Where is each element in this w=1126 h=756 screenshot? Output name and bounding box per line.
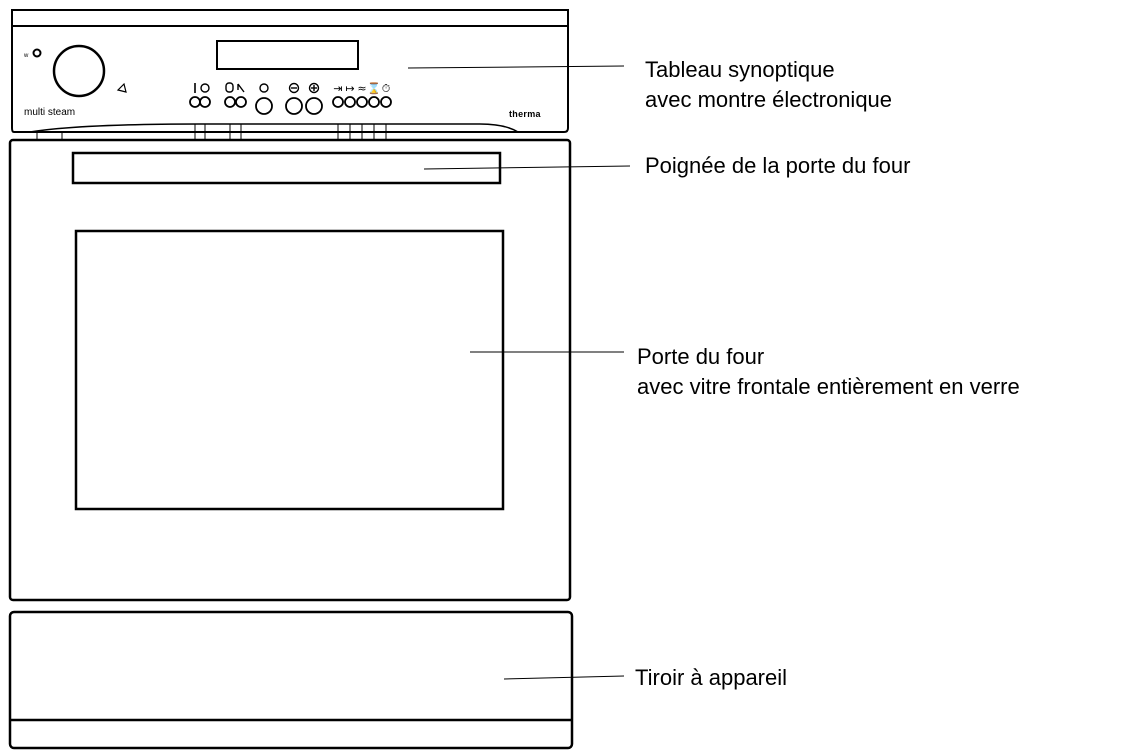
steam-icon: w bbox=[24, 53, 29, 59]
svg-text:≈: ≈ bbox=[357, 82, 367, 95]
clock-button-5[interactable] bbox=[381, 97, 391, 107]
clock-button-1[interactable] bbox=[333, 97, 343, 107]
clock-button-3[interactable] bbox=[357, 97, 367, 107]
on-off-button-1[interactable] bbox=[190, 97, 200, 107]
indicator-light bbox=[34, 50, 41, 57]
callout-drawer-line1: Tiroir à appareil bbox=[635, 665, 788, 690]
function-knob[interactable] bbox=[54, 46, 104, 96]
selector-button[interactable] bbox=[256, 98, 272, 114]
appliance-drawer[interactable] bbox=[10, 612, 572, 748]
electronic-display bbox=[217, 41, 358, 69]
door-handle[interactable] bbox=[73, 153, 500, 183]
water-drop-icon bbox=[118, 84, 126, 92]
callout-door-handle-line1: Poignée de la porte du four bbox=[645, 153, 911, 178]
callout-oven-door-line2: avec vitre frontale entièrement en verre bbox=[637, 374, 1020, 399]
minus-button[interactable] bbox=[286, 98, 302, 114]
control-buttons bbox=[190, 97, 391, 114]
svg-text:⏱: ⏱ bbox=[381, 82, 391, 95]
svg-text:↦: ↦ bbox=[345, 82, 355, 95]
callout-oven-door-line1: Porte du four bbox=[637, 344, 765, 369]
callout-control-panel bbox=[645, 55, 892, 115]
svg-text:⇥: ⇥ bbox=[333, 82, 343, 95]
button-symbols bbox=[195, 82, 390, 95]
light-button[interactable] bbox=[236, 97, 246, 107]
clock-button-4[interactable] bbox=[369, 97, 379, 107]
model-label: multi steam bbox=[24, 107, 76, 118]
callout-control-panel-line2: avec montre électronique bbox=[645, 87, 893, 112]
callout-lines bbox=[408, 66, 630, 679]
callout-drawer bbox=[635, 663, 787, 693]
brand-logo: therma bbox=[509, 109, 541, 119]
callout-control-panel-line1: Tableau synoptique bbox=[645, 57, 835, 82]
callout-door-handle bbox=[645, 151, 910, 181]
child-lock-button[interactable] bbox=[225, 97, 235, 107]
svg-text:⌛: ⌛ bbox=[367, 82, 381, 95]
oven-door[interactable] bbox=[10, 140, 570, 600]
door-window bbox=[76, 231, 503, 509]
plus-button[interactable] bbox=[306, 98, 322, 114]
on-off-button-2[interactable] bbox=[200, 97, 210, 107]
clock-button-2[interactable] bbox=[345, 97, 355, 107]
callout-oven-door bbox=[637, 342, 1020, 402]
